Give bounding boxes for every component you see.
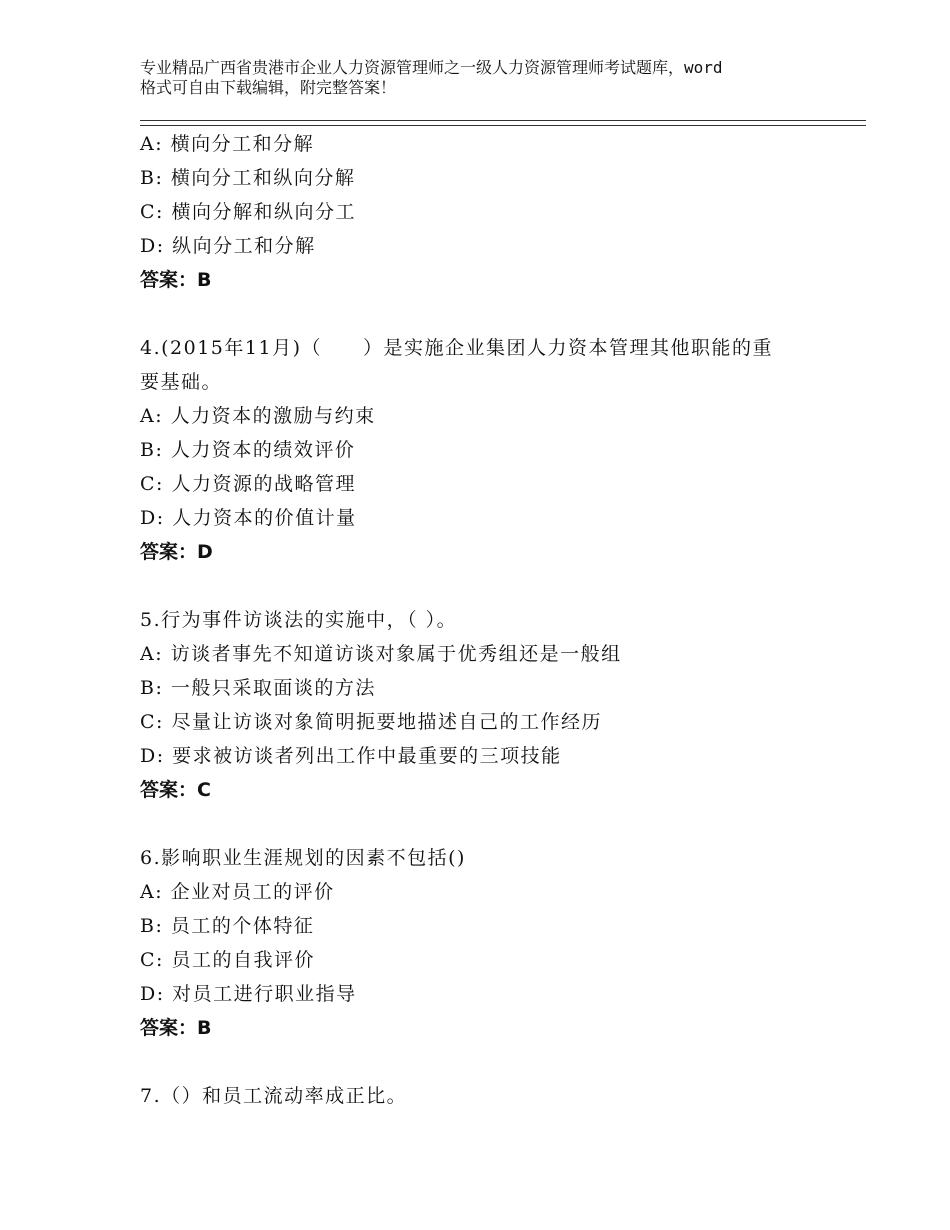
spacer xyxy=(140,807,820,841)
question-5 xyxy=(140,603,820,807)
option-a: A: 企业对员工的评价 xyxy=(140,881,335,903)
option-d: D: 人力资本的价值计量 xyxy=(140,507,357,529)
spacer xyxy=(140,297,820,331)
option-c: C: 员工的自我评价 xyxy=(140,949,315,971)
option-b: B: 一般只采取面谈的方法 xyxy=(140,677,376,699)
question-stem-continued: 要基础。 xyxy=(140,371,223,393)
question-stem: 4.(2015年11月)（ ）是实施企业集团人力资本管理其他职能的重 xyxy=(140,337,773,359)
option-a: A: 人力资本的激励与约束 xyxy=(140,405,376,427)
answer: 答案：C xyxy=(140,779,211,801)
header-line-2: 格式可自由下载编辑，附完整答案！ xyxy=(140,78,397,97)
option-b: B: 员工的个体特征 xyxy=(140,915,315,937)
question-4 xyxy=(140,331,820,569)
option-a: A: 访谈者事先不知道访谈对象属于优秀组还是一般组 xyxy=(140,643,622,665)
option-c: C: 人力资源的战略管理 xyxy=(140,473,356,495)
header-divider xyxy=(140,120,866,126)
question-stem: 5.行为事件访谈法的实施中，（ ）。 xyxy=(140,609,458,631)
spacer xyxy=(140,1045,820,1079)
question-prev xyxy=(140,127,820,297)
question-7 xyxy=(140,1079,820,1113)
option-c: C: 横向分解和纵向分工 xyxy=(140,201,356,223)
answer: 答案：D xyxy=(140,541,213,563)
question-stem: 6.影响职业生涯规划的因素不包括() xyxy=(140,847,466,869)
option-b: B: 人力资本的绩效评价 xyxy=(140,439,356,461)
answer: 答案：B xyxy=(140,269,212,291)
option-b: B: 横向分工和纵向分解 xyxy=(140,167,356,189)
option-d: D: 对员工进行职业指导 xyxy=(140,983,357,1005)
header-line-1: 专业精品广西省贵港市企业人力资源管理师之一级人力资源管理师考试题库，word xyxy=(140,58,723,77)
option-d: D: 纵向分工和分解 xyxy=(140,235,316,257)
answer: 答案：B xyxy=(140,1017,212,1039)
option-a: A: 横向分工和分解 xyxy=(140,133,315,155)
document-header xyxy=(140,58,840,98)
spacer xyxy=(140,569,820,603)
option-d: D: 要求被访谈者列出工作中最重要的三项技能 xyxy=(140,745,562,767)
question-stem: 7.（）和员工流动率成正比。 xyxy=(140,1085,408,1107)
option-c: C: 尽量让访谈对象简明扼要地描述自己的工作经历 xyxy=(140,711,602,733)
question-list xyxy=(140,127,820,1113)
question-6 xyxy=(140,841,820,1045)
